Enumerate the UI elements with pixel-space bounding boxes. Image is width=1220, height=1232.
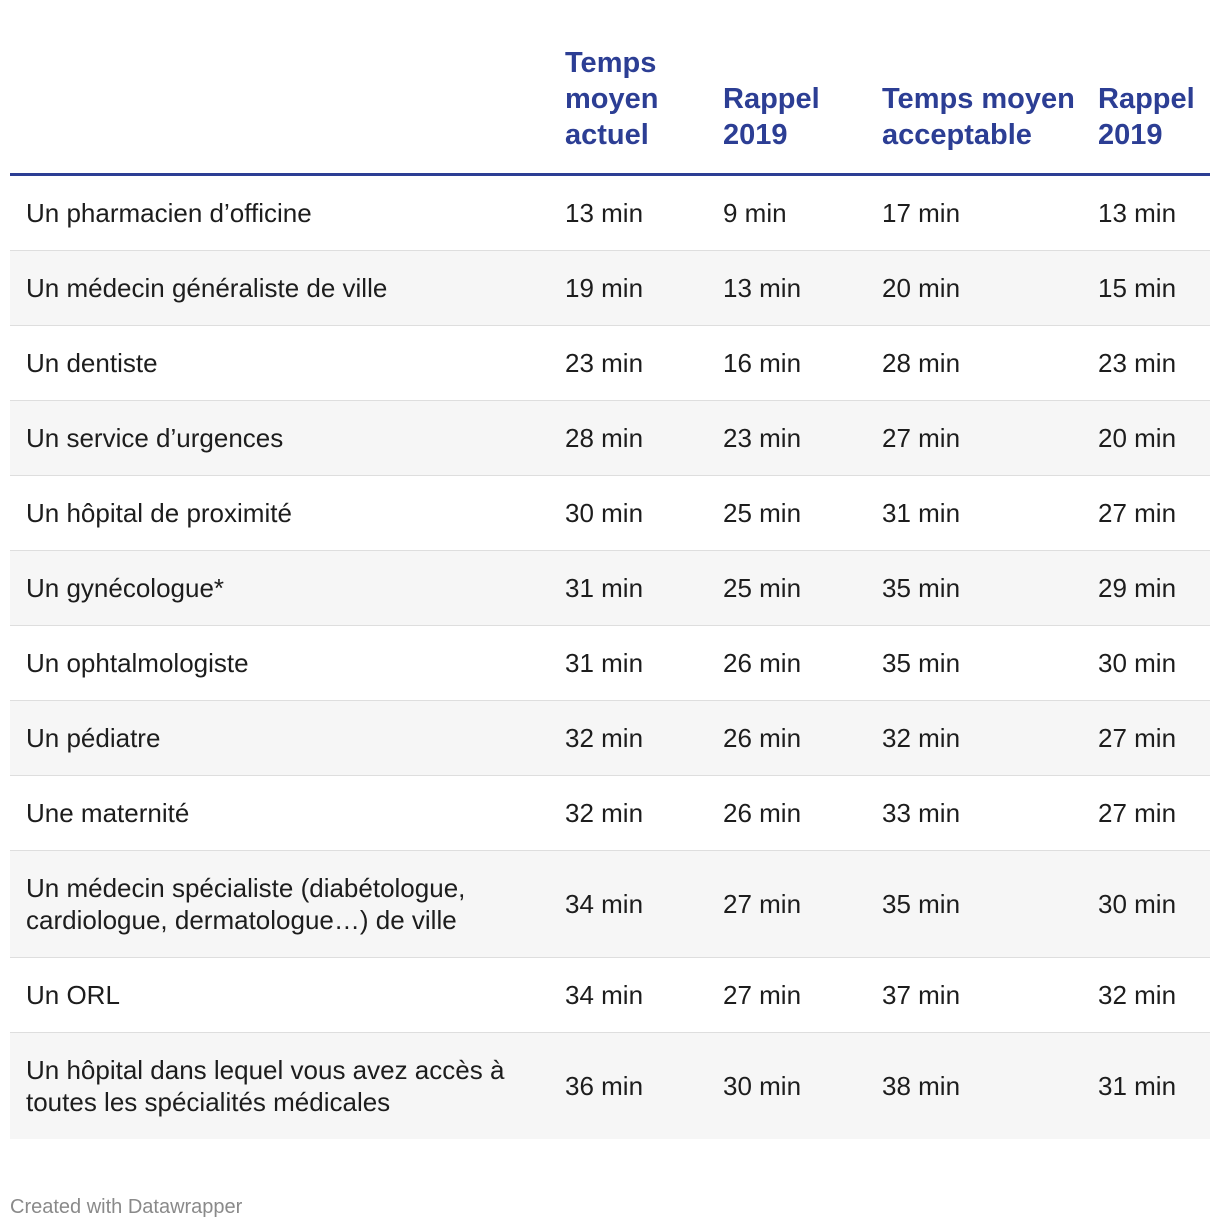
table-cell: 27 min [723, 980, 802, 1010]
table-cell: 35 min [882, 573, 961, 603]
data-table [10, 0, 1210, 1139]
header-row [10, 0, 1210, 175]
table-cell: 20 min [1098, 423, 1177, 453]
table-cell: 36 min [565, 1071, 644, 1101]
table-row [10, 626, 1210, 701]
table-cell: 26 min [723, 798, 802, 828]
table-cell: 27 min [882, 423, 961, 453]
table-row [10, 551, 1210, 626]
table-cell: 13 min [1098, 198, 1177, 228]
table-row [10, 1033, 1210, 1140]
column-header-label [10, 0, 565, 175]
row-label: Un médecin généraliste de ville [26, 273, 388, 303]
table-cell: 28 min [565, 423, 644, 453]
table-cell: 32 min [882, 723, 961, 753]
table-cell: 20 min [882, 273, 961, 303]
table-cell: 23 min [723, 423, 802, 453]
column-header-rappel-2019-actuel: Rappel 2019 [723, 83, 820, 151]
row-label: Un ORL [26, 980, 120, 1010]
table-cell: 13 min [723, 273, 802, 303]
table-cell: 30 min [1098, 889, 1177, 919]
table-cell: 19 min [565, 273, 644, 303]
table-cell: 27 min [1098, 498, 1177, 528]
table-cell: 32 min [565, 798, 644, 828]
row-label: Un pharmacien d’officine [26, 198, 312, 228]
table-cell: 31 min [565, 648, 644, 678]
table-cell: 23 min [565, 348, 644, 378]
table-cell: 23 min [1098, 348, 1177, 378]
table-cell: 27 min [723, 889, 802, 919]
table-cell: 27 min [1098, 723, 1177, 753]
table-cell: 25 min [723, 498, 802, 528]
table-cell: 35 min [882, 648, 961, 678]
row-label: Un médecin spécialiste (diabétologue, cardiologue, dermatologue…) de ville [26, 873, 466, 935]
table-cell: 30 min [723, 1071, 802, 1101]
row-label: Un gynécologue* [26, 573, 225, 603]
table-cell: 34 min [565, 889, 644, 919]
table-cell: 16 min [723, 348, 802, 378]
table-cell: 30 min [565, 498, 644, 528]
table-cell: 26 min [723, 648, 802, 678]
table-row [10, 251, 1210, 326]
table-row [10, 476, 1210, 551]
column-header-rappel-2019-acceptable: Rappel 2019 [1098, 83, 1195, 151]
table-cell: 28 min [882, 348, 961, 378]
table-row [10, 326, 1210, 401]
row-label: Un hôpital de proximité [26, 498, 292, 528]
table-cell: 31 min [1098, 1071, 1177, 1101]
column-header-temps-moyen-acceptable: Temps moyen acceptable [882, 83, 1075, 151]
table-row [10, 958, 1210, 1033]
table-cell: 27 min [1098, 798, 1177, 828]
table-cell: 34 min [565, 980, 644, 1010]
table-row [10, 851, 1210, 958]
table-cell: 29 min [1098, 573, 1177, 603]
table-cell: 15 min [1098, 273, 1177, 303]
table-cell: 37 min [882, 980, 961, 1010]
table-row [10, 175, 1210, 251]
table-row [10, 701, 1210, 776]
table-container [10, 0, 1210, 1139]
table-cell: 30 min [1098, 648, 1177, 678]
table-cell: 31 min [565, 573, 644, 603]
table-cell: 26 min [723, 723, 802, 753]
table-cell: 35 min [882, 889, 961, 919]
row-label: Une maternité [26, 798, 190, 828]
column-header-temps-moyen-actuel: Temps moyen actuel [565, 47, 659, 151]
row-label: Un hôpital dans lequel vous avez accès à toutes les spécialités médicales [26, 1055, 505, 1117]
table-row [10, 401, 1210, 476]
table-cell: 32 min [565, 723, 644, 753]
row-label: Un dentiste [26, 348, 158, 378]
table-header [10, 0, 1210, 175]
datawrapper-credit[interactable]: Created with Datawrapper [10, 1196, 243, 1218]
table-body [10, 175, 1210, 1140]
table-cell: 33 min [882, 798, 961, 828]
row-label: Un service d’urgences [26, 423, 284, 453]
table-cell: 9 min [723, 198, 787, 228]
table-cell: 13 min [565, 198, 644, 228]
table-cell: 32 min [1098, 980, 1177, 1010]
row-label: Un ophtalmologiste [26, 648, 249, 678]
table-cell: 38 min [882, 1071, 961, 1101]
table-cell: 31 min [882, 498, 961, 528]
table-row [10, 776, 1210, 851]
table-cell: 25 min [723, 573, 802, 603]
table-cell: 17 min [882, 198, 961, 228]
row-label: Un pédiatre [26, 723, 161, 753]
